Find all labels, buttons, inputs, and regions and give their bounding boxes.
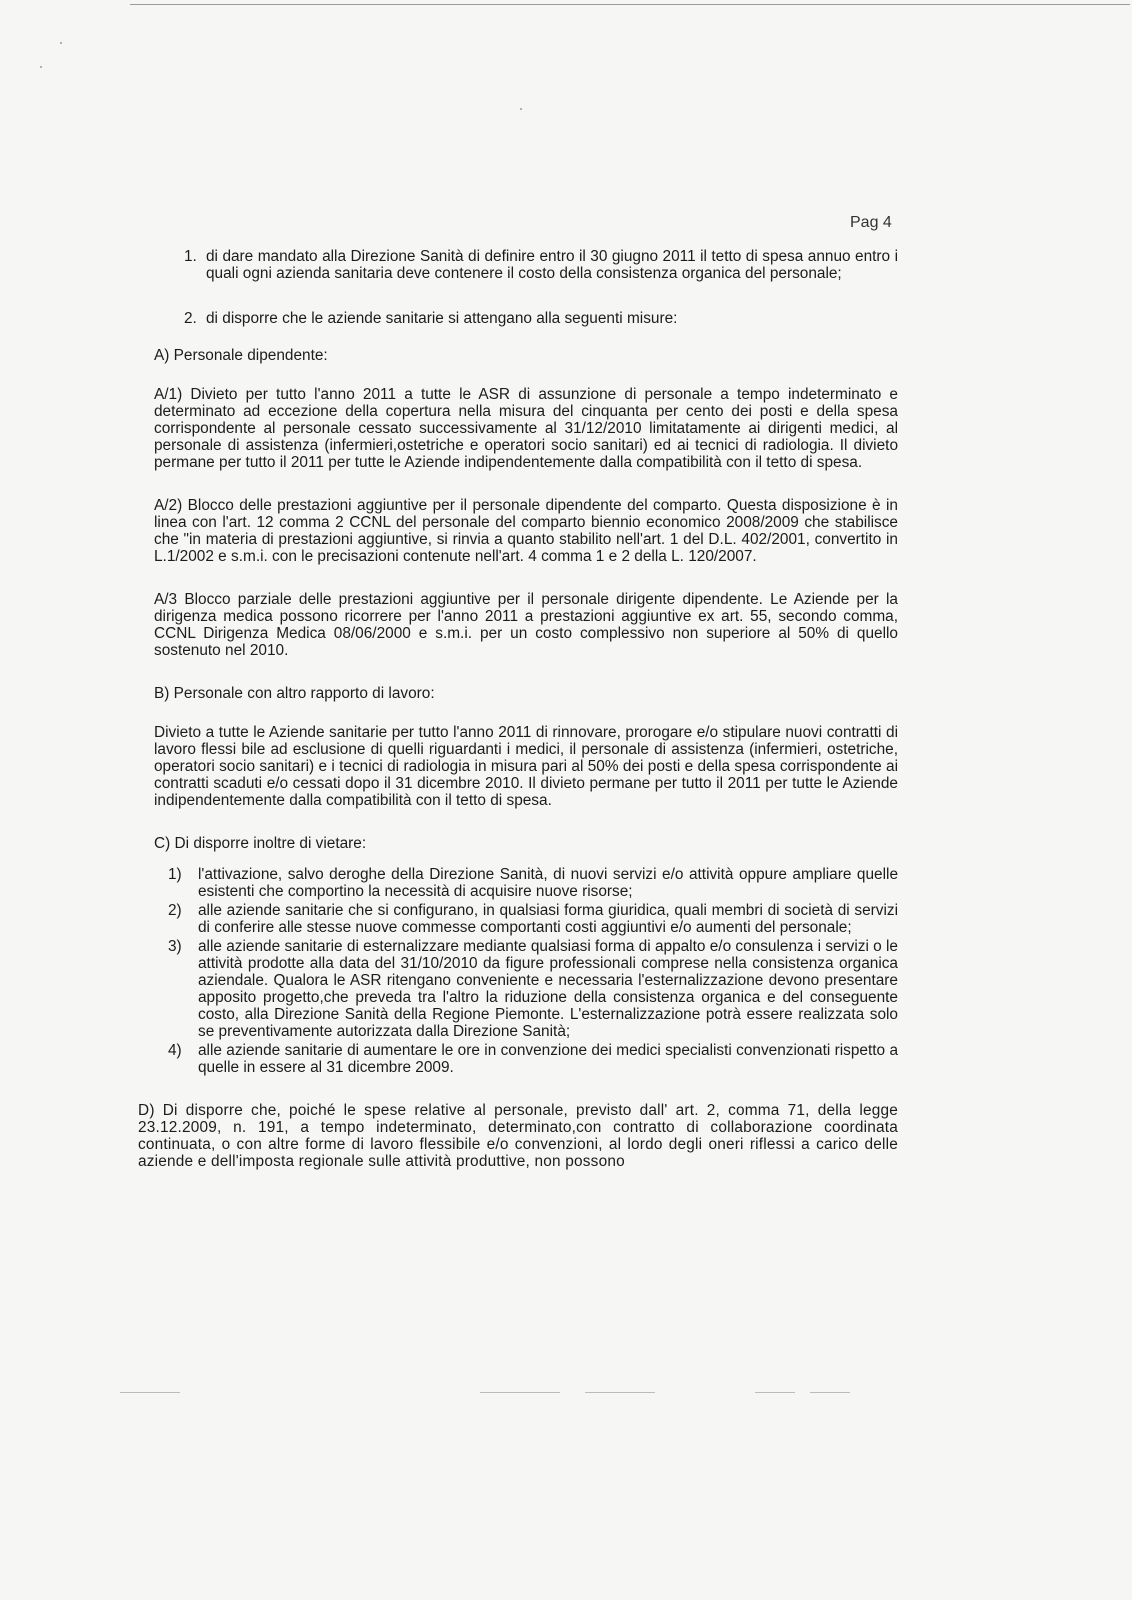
document-body <box>138 248 898 1170</box>
numbered-item <box>138 310 898 327</box>
paragraph-a2: A/2) Blocco delle prestazioni aggiuntive per il personale dipendente del comparto. Questa disposizione è in linea con l'art. 12 comma 2 CCNL del personale del comparto biennio economico 2008/2009 che stabilisce che "in materia di prestazioni aggiuntive, si rinvia a quanto stabilito nell'art. 1 del D.L. 402/2001, convertito in L.1/2002 e s.m.i. con le precisazioni contenute nell'art. 4 comma 1 e 2 della L. 120/2007. <box>154 497 898 565</box>
footer-scan-dots <box>0 1392 1132 1396</box>
scan-speck <box>60 42 62 44</box>
list-item-text: l'attivazione, salvo deroghe della Direzione Sanità, di nuovi servizi e/o attività oppure ampliare quelle esistenti che comportino la necessità di acquisire nuove risorse; <box>198 866 898 900</box>
list-item <box>168 938 898 1040</box>
item-text: di dare mandato alla Direzione Sanità di definire entro il 30 giugno 2011 il tetto di spesa annuo entro i quali ogni azienda sanitaria deve contenere il costo della consistenza organica del personale; <box>206 248 898 282</box>
list-item <box>168 866 898 900</box>
list-item-number: 1) <box>168 866 182 883</box>
page-number: Pag 4 <box>850 214 892 231</box>
scan-speck <box>520 108 522 110</box>
list-item-text: alle aziende sanitarie di aumentare le ore in convenzione dei medici specialisti convenzionati rispetto a quelle in essere al 31 dicembre 2009. <box>198 1042 898 1076</box>
item-number: 2. <box>184 310 197 327</box>
section-c-heading: C) Di disporre inoltre di vietare: <box>154 835 367 852</box>
paragraph-a1: A/1) Divieto per tutto l'anno 2011 a tutte le ASR di assunzione di personale a tempo indeterminato e determinato ad eccezione della copertura nella misura del cinquanta per cento dei posti e della spesa corrispondente al personale cessato successivamente al 31/12/2010 limitatamente ai dirigenti medici, al personale di assistenza (infermieri,ostetriche e operatori socio sanitari) ed ai tecnici di radiologia. Il divieto permane per tutto il 2011 per tutte le Aziende indipendentemente dalla compatibilità con il tetto di spesa. <box>154 386 898 471</box>
item-text: di disporre che le aziende sanitarie si attengano alla seguenti misure: <box>206 310 678 327</box>
paragraph-a3: A/3 Blocco parziale delle prestazioni aggiuntive per il personale dirigente dipendente. Le Aziende per la dirigenza medica possono ricorrere per l'anno 2011 a prestazioni aggiuntive ex art. 55, secondo comma, CCNL Dirigenza Medica 08/06/2000 e s.m.i. per un costo complessivo non superiore al 50% di quello sostenuto nel 2010. <box>154 591 898 659</box>
list-item-text: alle aziende sanitarie di esternalizzare mediante qualsiasi forma di appalto e/o consulenza i servizi o le attività prodotte alla data del 31/10/2010 da figure professionali comprese nella consistenza organica aziendale. Qualora le ASR ritengano conveniente e necessaria l'esternalizzazione devono presentare apposito progetto,che preveda tra l'altro la riduzione della consistenza organica e del conseguente costo, alla Direzione Sanità della Regione Piemonte. L'esternalizzazione potrà essere realizzata solo se preventivamente autorizzata dalla Direzione Sanità; <box>198 938 898 1040</box>
list-item-text: alle aziende sanitarie che si configurano, in qualsiasi forma giuridica, quali membri di società di servizi di conferire alle stesse nuove commesse comportanti costi aggiuntivi e/o aumenti del personale; <box>198 902 898 936</box>
list-item-number: 2) <box>168 902 182 919</box>
scan-edge-line <box>130 4 1130 5</box>
numbered-item <box>138 248 898 282</box>
scan-speck <box>40 66 42 68</box>
list-item <box>168 1042 898 1076</box>
item-number: 1. <box>184 248 197 265</box>
paragraph-d: D) Di disporre che, poiché le spese relative al personale, previsto dall' art. 2, comma 71, della legge 23.12.2009, n. 191, a tempo indeterminato, determinato,con contratto di collaborazione coordinata continuata, o con altre forme di lavoro flessibile e/o convenzioni, al lordo degli oneri riflessi a carico delle aziende e dell'imposta regionale sulle attività produttive, non possono <box>138 1102 898 1170</box>
section-a-heading: A) Personale dipendente: <box>154 347 328 364</box>
list-item-number: 4) <box>168 1042 182 1059</box>
list-item-number: 3) <box>168 938 182 955</box>
section-c-list <box>168 866 898 1076</box>
list-item <box>168 902 898 936</box>
paragraph-b: Divieto a tutte le Aziende sanitarie per tutto l'anno 2011 di rinnovare, prorogare e/o stipulare nuovi contratti di lavoro flessi bile ad esclusione di quelli riguardanti i medici, il personale di assistenza (infermieri, ostetriche, operatori socio sanitari) e i tecnici di radiologia in misura pari al 50% dei posti e della spesa corrispondente ai contratti scaduti e/o cessati dopo il 31 dicembre 2010. Il divieto permane per tutto il 2011 per tutte le Aziende indipendentemente dalla compatibilità con il tetto di spesa. <box>154 724 898 809</box>
section-b-heading: B) Personale con altro rapporto di lavoro: <box>154 685 435 702</box>
